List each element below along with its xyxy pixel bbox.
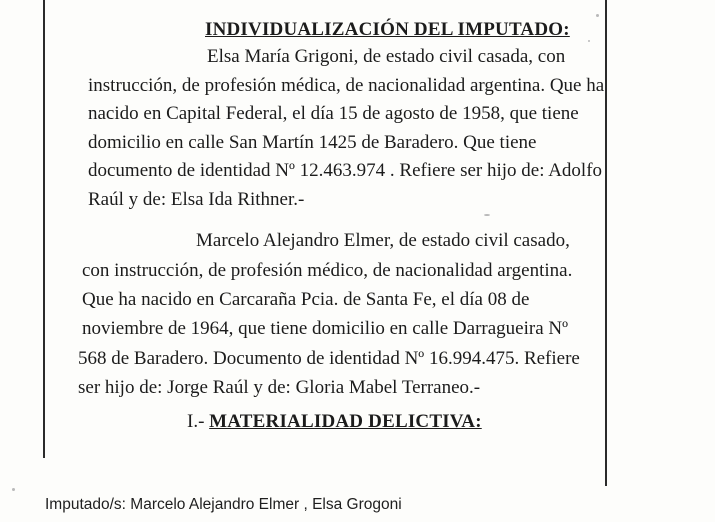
section-2-number: I.- (187, 411, 210, 432)
paragraph-2-line: ser hijo de: Jorge Raúl y de: Gloria Mabel Terraneo.- (78, 377, 481, 398)
paragraph-2-line: con instrucción, de profesión médico, de nacionalidad argentina. (82, 260, 573, 281)
scan-speck (484, 214, 490, 216)
paragraph-1-line: documento de identidad Nº 12.463.974 . Refiere ser hijo de: Adolfo (88, 160, 603, 181)
paragraph-2-line: Marcelo Alejandro Elmer, de estado civil casado, (196, 230, 570, 251)
scan-speck (596, 14, 599, 17)
left-margin-rule (43, 0, 45, 458)
paragraph-1-line: nacido en Capital Federal, el día 15 de agosto de 1958, que tiene (88, 103, 579, 124)
scan-speck (12, 488, 15, 491)
section-2-heading (187, 412, 482, 431)
scan-speck (588, 40, 590, 42)
section-title: INDIVIDUALIZACIÓN DEL IMPUTADO: (205, 19, 570, 40)
paragraph-1-line: Elsa María Grigoni, de estado civil casada, con (207, 46, 566, 67)
paragraph-2-line: noviembre de 1964, que tiene domicilio en calle Darragueira Nº (82, 318, 568, 339)
footer-imputados: Imputado/s: Marcelo Alejandro Elmer , Elsa Grogoni (45, 496, 402, 513)
right-margin-rule (605, 0, 607, 486)
section-2-title: MATERIALIDAD DELICTIVA: (209, 411, 482, 432)
paragraph-1-line: instrucción, de profesión médica, de nacionalidad argentina. Que ha (88, 75, 605, 96)
paragraph-2-line: 568 de Baradero. Documento de identidad Nº 16.994.475. Refiere (78, 348, 580, 369)
paragraph-1-line: domicilio en calle San Martín 1425 de Baradero. Que tiene (88, 132, 537, 153)
paragraph-2-line: Que ha nacido en Carcaraña Pcia. de Santa Fe, el día 08 de (82, 289, 530, 310)
paragraph-1-line: Raúl y de: Elsa Ida Rithner.- (88, 189, 305, 210)
